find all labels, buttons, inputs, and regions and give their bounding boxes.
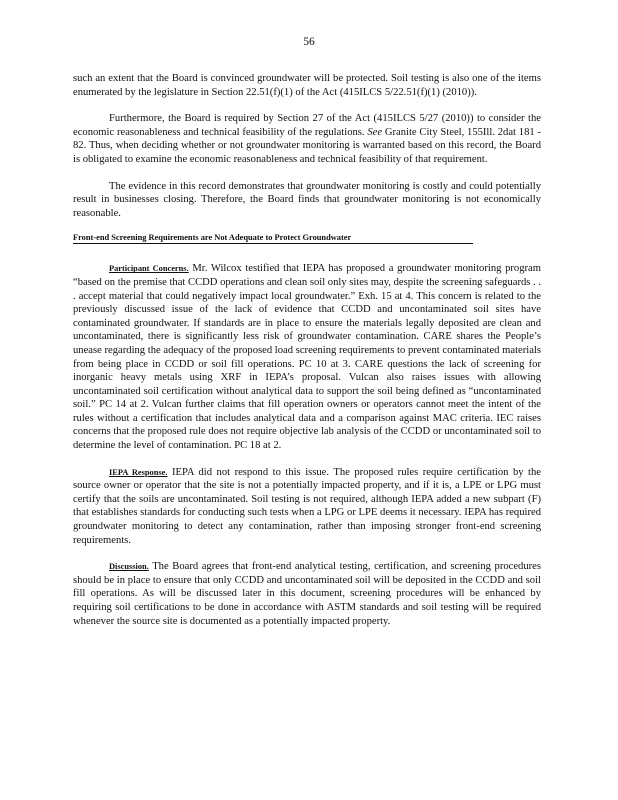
- paragraph-text: IEPA did not respond to this issue. The proposed rules require certification by the source owner or operator that the site is not a potentially impacted property, and if it is, a LPE or LPG must certify that the soils are uncontaminated. Soil testing is not required, although IEPA added a new subpart (F) that establishes standards for conducting such tests when a LPG or LPE deems it necessary. IEPA has required groundwater monitoring to detect any contamination, rather than imposing stronger front-end screening requirements.: [73, 466, 541, 546]
- paragraph-text: Furthermore, the Board is required by Section 27 of the Act (415ILCS 5/27 (2010)) to consider the economic reasonableness and technical feasibility of the regulations.: [73, 113, 541, 138]
- page-number: 56: [303, 36, 315, 48]
- document-body: [73, 72, 541, 628]
- paragraph-participant-concerns: [73, 262, 541, 452]
- paragraph-iepa-response: [73, 466, 541, 548]
- paragraph-text: Granite City Steel, 155Ill. 2dat 181 - 82. Thus, when deciding whether or not groundwater monitoring is warranted based on this record, the Board is obligated to examine the economic reasonableness and technical feasibility of that requirement.: [73, 126, 541, 165]
- paragraph-continued: such an extent that the Board is convinced groundwater will be protected. Soil testing is also one of the items enumerated by the legislature in Section 22.51(f)(1) of the Act (415ILCS 5/22.51(f)(1) (2010)).: [73, 73, 541, 98]
- paragraph-economic-reasonableness: [73, 112, 541, 166]
- paragraph-text: The Board agrees that front-end analytical testing, certification, and screening procedures should be in place to ensure that only CCDD and uncontaminated soil will be deposited in the CCDD and soil fill operations. As will be discussed later in this document, screening procedures will be enhanced by requiring soil certifications to be done in accordance with ASTM standards and soil testing will be required whenever the source site is documented as a potentially impacted property.: [73, 561, 542, 627]
- run-in-heading: Participant Concerns.: [109, 264, 189, 274]
- paragraph-board-finding: The evidence in this record demonstrates that groundwater monitoring is costly and could potentially result in businesses closing. Therefore, the Board finds that groundwater monitoring is not economically reasonable.: [73, 180, 541, 219]
- run-in-heading: Discussion.: [109, 562, 149, 572]
- paragraph-discussion: [73, 560, 541, 628]
- paragraph-text: Mr. Wilcox testified that IEPA has proposed a groundwater monitoring program “based on the premise that CCDD operations and clean soil only sites may, despite the screening safeguards . . . accept material that could negatively impact local groundwater.” Exh. 15 at 4. This concern is related to the previously discussed issue of the lack of evidence that CCDD and uncontaminated soil sites have contaminated groundwater. If standards are in place to ensure the materials legally deposited are clean and uncontaminated, there is significantly less risk of groundwater contamination. CARE shares the People’s unease regarding the adequacy of the proposed load screening requirements to prevent contaminated materials from being place in CCDD or soil fill operations. PC 10 at 3. CARE questions the lack of screening for inorganic heavy metals using XRF in IEPA’s proposal. Vulcan also raises issues with allowing uncontaminated soil certification without analytical data to support the soil being defined as “uncontaminated soil.” PC 14 at 2. Vulcan further claims that fill operation owners or operators cannot meet the intent of the rules without a certification that includes analytical data and a comparison against MAC criteria. IEC raises concerns that the proposed rule does not require objective lab analysis of the CCDD or uncontaminated soil to determine the level of contamination. PC 18 at 2.: [73, 263, 542, 452]
- run-in-heading: IEPA Response.: [109, 467, 168, 477]
- section-heading: Front-end Screening Requirements are Not Adequate to Protect Groundwater: [73, 233, 473, 244]
- citation-signal: See: [367, 126, 383, 138]
